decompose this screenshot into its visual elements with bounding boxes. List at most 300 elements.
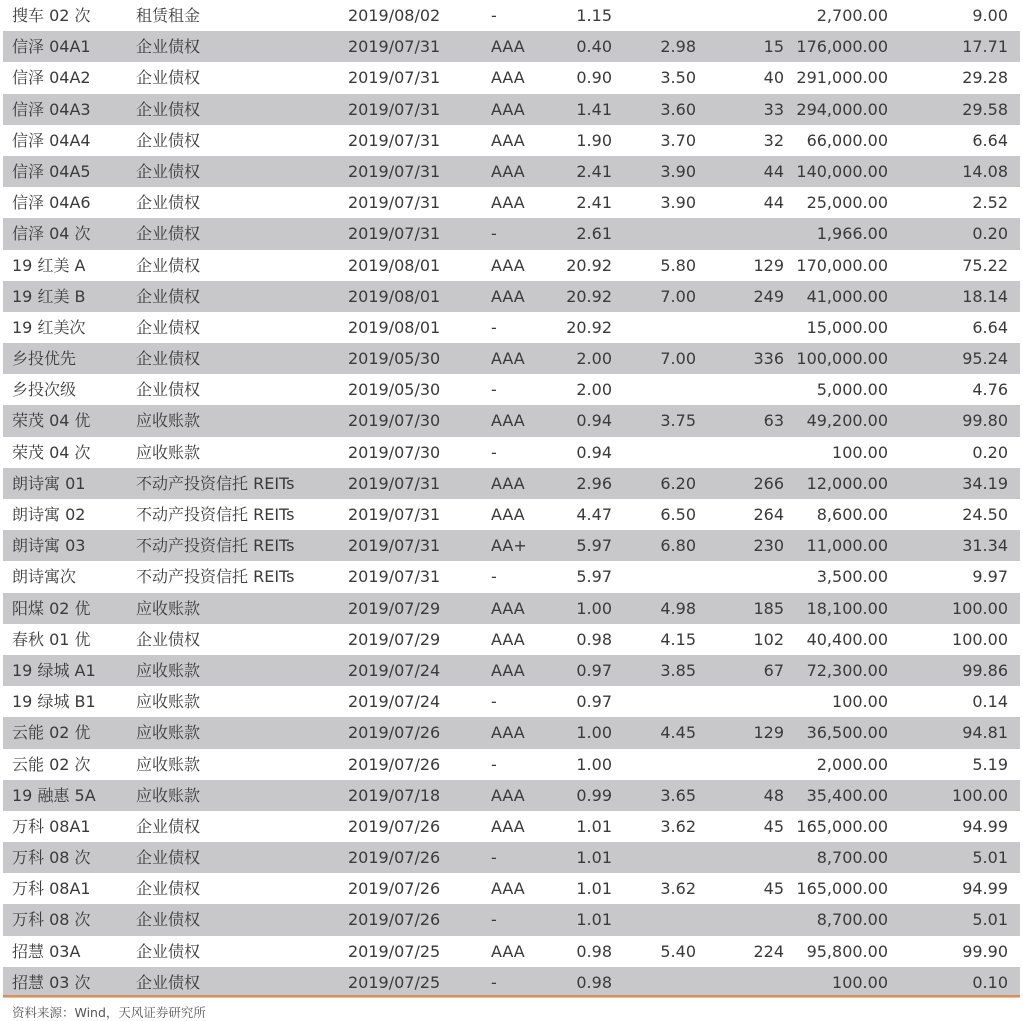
cell-issue-amount: 176,000.00 (796, 37, 888, 57)
cell-share-percent: 99.86 (962, 660, 1008, 680)
cell-share-percent: 29.58 (962, 99, 1008, 119)
cell-issue-date: 2019/07/26 (348, 754, 441, 774)
cell-rating: AAA (491, 349, 525, 369)
cell-rating: - (491, 848, 497, 868)
cell-asset-type: 企业债权 (136, 317, 201, 337)
cell-issue-date: 2019/07/31 (348, 224, 441, 244)
cell-share-percent: 4.76 (972, 380, 1008, 400)
cell-security-name: 云能 02 优 (12, 723, 91, 743)
cell-spread-bp: 15 (763, 37, 784, 57)
cell-coupon-rate: 3.90 (660, 161, 696, 181)
cell-share-percent: 6.64 (972, 317, 1008, 337)
cell-share-percent: 34.19 (962, 473, 1008, 493)
cell-rating: AAA (491, 193, 525, 213)
cell-term-years: 1.01 (576, 816, 612, 836)
cell-issue-date: 2019/08/01 (348, 255, 441, 275)
cell-issue-amount: 8,600.00 (816, 505, 888, 524)
cell-coupon-rate: 3.62 (660, 879, 696, 899)
cell-security-name: 万科 08 次 (12, 910, 91, 930)
cell-issue-amount: 165,000.00 (796, 816, 888, 836)
cell-share-percent: 100.00 (952, 629, 1008, 649)
table-row (3, 624, 1020, 655)
cell-security-name: 万科 08A1 (12, 816, 91, 836)
cell-asset-type: 企业债权 (136, 193, 201, 213)
cell-term-years: 0.97 (576, 692, 612, 712)
cell-rating: AAA (491, 411, 525, 431)
table-bottom-rule (3, 995, 1020, 997)
table-row (3, 717, 1020, 748)
cell-term-years: 0.94 (576, 442, 612, 462)
cell-security-name: 信泽 04A2 (12, 68, 91, 88)
cell-issue-amount: 3,500.00 (816, 567, 888, 587)
cell-issue-date: 2019/07/31 (348, 505, 441, 524)
table-row (3, 250, 1020, 281)
cell-rating: - (491, 754, 497, 774)
cell-spread-bp: 44 (763, 193, 784, 213)
cell-rating: AAA (491, 161, 525, 181)
cell-issue-amount: 294,000.00 (796, 99, 888, 119)
cell-issue-amount: 100.00 (832, 692, 888, 712)
cell-issue-amount: 100.00 (832, 972, 888, 992)
cell-security-name: 朗诗寓次 (12, 567, 77, 587)
cell-issue-date: 2019/07/26 (348, 723, 441, 743)
cell-share-percent: 5.19 (972, 754, 1008, 774)
cell-term-years: 2.00 (576, 349, 612, 369)
cell-security-name: 信泽 04A5 (12, 161, 91, 181)
cell-issue-amount: 140,000.00 (796, 161, 888, 181)
cell-share-percent: 29.28 (962, 68, 1008, 88)
cell-issue-date: 2019/07/25 (348, 941, 441, 961)
cell-issue-date: 2019/07/26 (348, 879, 441, 899)
cell-spread-bp: 249 (753, 286, 784, 306)
cell-asset-type: 企业债权 (136, 99, 201, 119)
cell-term-years: 0.97 (576, 660, 612, 680)
cell-issue-amount: 2,000.00 (816, 754, 888, 774)
cell-share-percent: 31.34 (962, 536, 1008, 556)
cell-asset-type: 企业债权 (136, 380, 201, 400)
cell-rating: AAA (491, 629, 525, 649)
cell-security-name: 万科 08 次 (12, 848, 91, 868)
cell-rating: AAA (491, 660, 525, 680)
cell-term-years: 4.47 (576, 505, 612, 524)
cell-term-years: 5.97 (576, 536, 612, 556)
cell-issue-date: 2019/07/31 (348, 193, 441, 213)
cell-coupon-rate: 5.80 (660, 255, 696, 275)
cell-issue-date: 2019/07/30 (348, 442, 441, 462)
cell-security-name: 荣茂 04 优 (12, 411, 91, 431)
cell-share-percent: 100.00 (952, 598, 1008, 618)
cell-term-years: 1.00 (576, 723, 612, 743)
table-row (3, 936, 1020, 967)
cell-term-years: 1.01 (576, 910, 612, 930)
cell-rating: - (491, 910, 497, 930)
cell-rating: AAA (491, 473, 525, 493)
cell-spread-bp: 45 (763, 879, 784, 899)
cell-rating: - (491, 6, 497, 25)
cell-asset-type: 企业债权 (136, 224, 201, 244)
cell-share-percent: 75.22 (962, 255, 1008, 275)
cell-asset-type: 应收账款 (136, 660, 201, 680)
cell-issue-amount: 35,400.00 (806, 785, 888, 805)
cell-asset-type: 不动产投资信托 REITs (136, 567, 295, 587)
cell-spread-bp: 129 (753, 255, 784, 275)
cell-coupon-rate: 3.90 (660, 193, 696, 213)
cell-term-years: 5.97 (576, 567, 612, 587)
cell-share-percent: 0.20 (972, 224, 1008, 244)
cell-issue-amount: 95,800.00 (806, 941, 888, 961)
cell-security-name: 万科 08A1 (12, 879, 91, 899)
cell-issue-amount: 291,000.00 (796, 68, 888, 88)
cell-term-years: 1.90 (576, 130, 612, 150)
cell-security-name: 19 红美 A (12, 255, 86, 275)
table-row (3, 343, 1020, 374)
cell-asset-type: 企业债权 (136, 629, 201, 649)
cell-spread-bp: 40 (763, 68, 784, 88)
cell-asset-type: 企业债权 (136, 972, 201, 992)
table-row (3, 374, 1020, 405)
cell-share-percent: 9.97 (972, 567, 1008, 587)
cell-spread-bp: 129 (753, 723, 784, 743)
cell-share-percent: 94.81 (962, 723, 1008, 743)
cell-issue-date: 2019/08/01 (348, 317, 441, 337)
cell-coupon-rate: 6.80 (660, 536, 696, 556)
cell-rating: - (491, 380, 497, 400)
cell-rating: AAA (491, 255, 525, 275)
cell-term-years: 20.92 (566, 255, 612, 275)
cell-asset-type: 应收账款 (136, 411, 201, 431)
cell-rating: AAA (491, 68, 525, 88)
cell-share-percent: 95.24 (962, 349, 1008, 369)
cell-share-percent: 17.71 (962, 37, 1008, 57)
cell-issue-amount: 72,300.00 (806, 660, 888, 680)
table-row (3, 499, 1020, 530)
table-row (3, 0, 1020, 31)
cell-issue-amount: 8,700.00 (816, 910, 888, 930)
cell-spread-bp: 224 (753, 941, 784, 961)
cell-issue-amount: 12,000.00 (806, 473, 888, 493)
cell-term-years: 2.96 (576, 473, 612, 493)
cell-share-percent: 24.50 (962, 505, 1008, 524)
cell-security-name: 招慧 03 次 (12, 972, 91, 992)
cell-term-years: 1.00 (576, 598, 612, 618)
cell-term-years: 0.90 (576, 68, 612, 88)
cell-security-name: 云能 02 次 (12, 754, 91, 774)
cell-coupon-rate: 4.15 (660, 629, 696, 649)
table-row (3, 842, 1020, 873)
cell-coupon-rate: 3.85 (660, 660, 696, 680)
cell-issue-amount: 36,500.00 (806, 723, 888, 743)
cell-issue-date: 2019/07/31 (348, 99, 441, 119)
cell-security-name: 朗诗寓 02 (12, 505, 86, 524)
cell-security-name: 信泽 04 次 (12, 224, 91, 244)
cell-term-years: 2.41 (576, 161, 612, 181)
cell-coupon-rate: 3.70 (660, 130, 696, 150)
cell-rating: AAA (491, 598, 525, 618)
cell-coupon-rate: 3.75 (660, 411, 696, 431)
table-row (3, 156, 1020, 187)
cell-coupon-rate: 3.50 (660, 68, 696, 88)
table-row (3, 281, 1020, 312)
cell-issue-date: 2019/07/31 (348, 473, 441, 493)
cell-rating: AA+ (491, 536, 527, 556)
cell-rating: - (491, 224, 497, 244)
table-row (3, 811, 1020, 842)
cell-security-name: 19 红美次 (12, 317, 86, 337)
table-row (3, 749, 1020, 780)
cell-rating: AAA (491, 941, 525, 961)
cell-issue-date: 2019/07/26 (348, 910, 441, 930)
cell-asset-type: 应收账款 (136, 598, 201, 618)
cell-rating: - (491, 567, 497, 587)
cell-rating: - (491, 442, 497, 462)
cell-security-name: 招慧 03A (12, 941, 81, 961)
cell-issue-amount: 18,100.00 (806, 598, 888, 618)
cell-term-years: 1.41 (576, 99, 612, 119)
cell-coupon-rate: 3.62 (660, 816, 696, 836)
cell-asset-type: 应收账款 (136, 442, 201, 462)
cell-asset-type: 企业债权 (136, 130, 201, 150)
cell-security-name: 搜车 02 次 (12, 6, 91, 25)
cell-spread-bp: 264 (753, 505, 784, 524)
cell-spread-bp: 102 (753, 629, 784, 649)
cell-share-percent: 94.99 (962, 879, 1008, 899)
cell-issue-date: 2019/08/02 (348, 6, 441, 25)
cell-asset-type: 企业债权 (136, 286, 201, 306)
cell-security-name: 信泽 04A1 (12, 37, 91, 57)
cell-spread-bp: 33 (763, 99, 784, 119)
cell-security-name: 阳煤 02 优 (12, 598, 91, 618)
cell-spread-bp: 185 (753, 598, 784, 618)
cell-asset-type: 不动产投资信托 REITs (136, 536, 295, 556)
cell-issue-date: 2019/07/24 (348, 660, 441, 680)
cell-issue-amount: 41,000.00 (806, 286, 888, 306)
cell-rating: AAA (491, 879, 525, 899)
cell-share-percent: 99.80 (962, 411, 1008, 431)
cell-rating: AAA (491, 816, 525, 836)
cell-term-years: 1.15 (576, 6, 612, 25)
table-row (3, 873, 1020, 904)
cell-security-name: 19 红美 B (12, 286, 86, 306)
cell-issue-amount: 170,000.00 (796, 255, 888, 275)
cell-issue-amount: 15,000.00 (806, 317, 888, 337)
cell-asset-type: 不动产投资信托 REITs (136, 473, 295, 493)
cell-issue-date: 2019/05/30 (348, 380, 441, 400)
cell-share-percent: 6.64 (972, 130, 1008, 150)
cell-share-percent: 0.20 (972, 442, 1008, 462)
table-row (3, 655, 1020, 686)
cell-spread-bp: 44 (763, 161, 784, 181)
cell-issue-amount: 25,000.00 (806, 193, 888, 213)
cell-term-years: 0.98 (576, 629, 612, 649)
table-row (3, 437, 1020, 468)
cell-rating: AAA (491, 286, 525, 306)
cell-asset-type: 应收账款 (136, 785, 201, 805)
cell-share-percent: 99.90 (962, 941, 1008, 961)
cell-spread-bp: 32 (763, 130, 784, 150)
cell-asset-type: 租赁租金 (136, 6, 201, 25)
cell-term-years: 2.00 (576, 380, 612, 400)
table-row (3, 593, 1020, 624)
cell-rating: AAA (491, 99, 525, 119)
cell-term-years: 20.92 (566, 286, 612, 306)
cell-asset-type: 应收账款 (136, 754, 201, 774)
cell-asset-type: 应收账款 (136, 723, 201, 743)
cell-security-name: 19 绿城 B1 (12, 692, 96, 712)
cell-term-years: 20.92 (566, 317, 612, 337)
cell-issue-date: 2019/07/29 (348, 629, 441, 649)
source-note: 资料来源：Wind，天风证券研究所 (12, 1005, 206, 1020)
cell-asset-type: 企业债权 (136, 910, 201, 930)
cell-issue-date: 2019/07/30 (348, 411, 441, 431)
cell-rating: - (491, 317, 497, 337)
cell-issue-amount: 66,000.00 (806, 130, 888, 150)
cell-rating: - (491, 972, 497, 992)
cell-term-years: 1.00 (576, 754, 612, 774)
cell-issue-date: 2019/07/26 (348, 848, 441, 868)
cell-issue-date: 2019/07/26 (348, 816, 441, 836)
table-row (3, 125, 1020, 156)
cell-share-percent: 5.01 (972, 848, 1008, 868)
cell-security-name: 信泽 04A4 (12, 130, 91, 150)
cell-issue-amount: 165,000.00 (796, 879, 888, 899)
cell-security-name: 荣茂 04 次 (12, 442, 91, 462)
cell-share-percent: 5.01 (972, 910, 1008, 930)
cell-issue-amount: 40,400.00 (806, 629, 888, 649)
cell-asset-type: 企业债权 (136, 816, 201, 836)
cell-rating: AAA (491, 130, 525, 150)
cell-share-percent: 18.14 (962, 286, 1008, 306)
cell-spread-bp: 63 (763, 411, 784, 431)
cell-security-name: 乡投次级 (12, 380, 77, 400)
cell-security-name: 朗诗寓 03 (12, 536, 86, 556)
cell-share-percent: 2.52 (972, 193, 1008, 213)
cell-issue-amount: 5,000.00 (816, 380, 888, 400)
cell-term-years: 0.94 (576, 411, 612, 431)
cell-share-percent: 100.00 (952, 785, 1008, 805)
table-row (3, 530, 1020, 561)
cell-issue-date: 2019/07/18 (348, 785, 441, 805)
cell-coupon-rate: 7.00 (660, 349, 696, 369)
cell-term-years: 1.01 (576, 848, 612, 868)
cell-spread-bp: 45 (763, 816, 784, 836)
cell-term-years: 0.98 (576, 972, 612, 992)
cell-share-percent: 9.00 (972, 6, 1008, 25)
cell-security-name: 19 绿城 A1 (12, 660, 96, 680)
cell-term-years: 1.01 (576, 879, 612, 899)
table-row (3, 904, 1020, 935)
table-row (3, 686, 1020, 717)
cell-issue-amount: 11,000.00 (806, 536, 888, 556)
cell-security-name: 19 融惠 5A (12, 785, 96, 805)
cell-spread-bp: 336 (753, 349, 784, 369)
cell-issue-date: 2019/07/31 (348, 567, 441, 587)
cell-coupon-rate: 4.98 (660, 598, 696, 618)
cell-spread-bp: 48 (763, 785, 784, 805)
table-row (3, 561, 1020, 592)
table-row (3, 218, 1020, 249)
cell-security-name: 信泽 04A3 (12, 99, 91, 119)
cell-issue-date: 2019/07/31 (348, 161, 441, 181)
cell-coupon-rate: 5.40 (660, 941, 696, 961)
cell-coupon-rate: 3.60 (660, 99, 696, 119)
cell-issue-amount: 49,200.00 (806, 411, 888, 431)
cell-issue-date: 2019/07/29 (348, 598, 441, 618)
table-row (3, 967, 1020, 998)
cell-issue-date: 2019/07/25 (348, 972, 441, 992)
cell-coupon-rate: 6.20 (660, 473, 696, 493)
cell-rating: - (491, 692, 497, 712)
cell-security-name: 信泽 04A6 (12, 193, 91, 213)
cell-rating: AAA (491, 785, 525, 805)
cell-share-percent: 0.10 (972, 972, 1008, 992)
cell-share-percent: 14.08 (962, 161, 1008, 181)
cell-spread-bp: 67 (763, 660, 784, 680)
cell-term-years: 0.98 (576, 941, 612, 961)
table-row (3, 94, 1020, 125)
cell-asset-type: 不动产投资信托 REITs (136, 505, 295, 524)
cell-coupon-rate: 6.50 (660, 505, 696, 524)
cell-share-percent: 0.14 (972, 692, 1008, 712)
table-row (3, 31, 1020, 62)
cell-asset-type: 企业债权 (136, 161, 201, 181)
cell-issue-date: 2019/05/30 (348, 349, 441, 369)
cell-coupon-rate: 4.45 (660, 723, 696, 743)
cell-rating: AAA (491, 505, 525, 524)
cell-issue-amount: 1,966.00 (816, 224, 888, 244)
cell-security-name: 朗诗寓 01 (12, 473, 86, 493)
cell-issue-amount: 100,000.00 (796, 349, 888, 369)
cell-asset-type: 企业债权 (136, 941, 201, 961)
cell-coupon-rate: 2.98 (660, 37, 696, 57)
cell-asset-type: 应收账款 (136, 692, 201, 712)
cell-rating: AAA (491, 37, 525, 57)
cell-share-percent: 94.99 (962, 816, 1008, 836)
cell-security-name: 春秋 01 优 (12, 629, 91, 649)
cell-asset-type: 企业债权 (136, 879, 201, 899)
cell-term-years: 0.40 (576, 37, 612, 57)
cell-issue-date: 2019/07/24 (348, 692, 441, 712)
cell-issue-date: 2019/07/31 (348, 37, 441, 57)
table-row (3, 405, 1020, 436)
cell-spread-bp: 266 (753, 473, 784, 493)
cell-term-years: 2.41 (576, 193, 612, 213)
table-row (3, 62, 1020, 93)
cell-spread-bp: 230 (753, 536, 784, 556)
table-row (3, 312, 1020, 343)
cell-rating: AAA (491, 723, 525, 743)
cell-issue-amount: 2,700.00 (816, 6, 888, 25)
cell-asset-type: 企业债权 (136, 255, 201, 275)
cell-asset-type: 企业债权 (136, 68, 201, 88)
cell-issue-date: 2019/07/31 (348, 536, 441, 556)
cell-asset-type: 企业债权 (136, 37, 201, 57)
abs-issuance-table (3, 0, 1020, 998)
cell-issue-date: 2019/07/31 (348, 130, 441, 150)
cell-issue-date: 2019/07/31 (348, 68, 441, 88)
cell-issue-date: 2019/08/01 (348, 286, 441, 306)
cell-term-years: 0.99 (576, 785, 612, 805)
table-row (3, 780, 1020, 811)
table-row (3, 468, 1020, 499)
cell-term-years: 2.61 (576, 224, 612, 244)
cell-coupon-rate: 7.00 (660, 286, 696, 306)
cell-coupon-rate: 3.65 (660, 785, 696, 805)
cell-asset-type: 企业债权 (136, 848, 201, 868)
cell-security-name: 乡投优先 (12, 349, 77, 369)
cell-asset-type: 企业债权 (136, 349, 201, 369)
table-row (3, 187, 1020, 218)
cell-issue-amount: 100.00 (832, 442, 888, 462)
